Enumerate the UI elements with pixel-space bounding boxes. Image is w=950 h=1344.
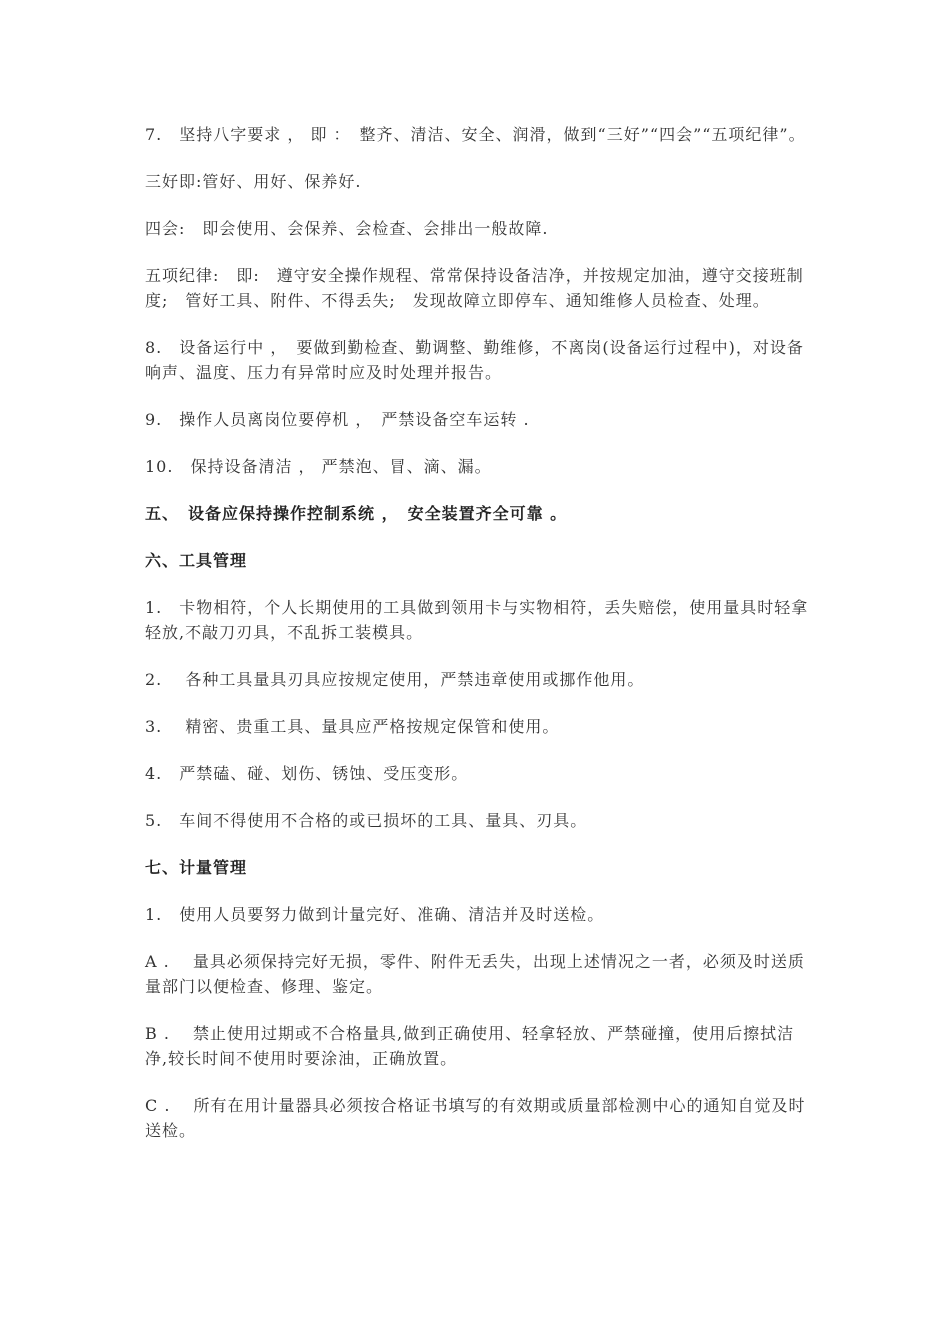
metrology-item-a: A . 量具必须保持完好无损，零件、附件无丢失，出现上述情况之一者，必须及时送质量部门以便检查、修理、鉴定。	[145, 952, 805, 996]
tool-item-2: 2. 各种工具量具刃具应按规定使用，严禁违章使用或挪作他用。	[145, 670, 645, 689]
paragraph-item-8: 8. 设备运行中 ， 要做到勤检查、勤调整、勤维修，不离岗(设备运行过程中)，对设备响声、温度、压力有异常时应及时处理并报告。	[145, 338, 804, 382]
tool-item-4: 4. 严禁磕、碰、划伤、锈蚀、受压变形。	[145, 764, 469, 783]
paragraph-five-disciplines: 五项纪律: 即: 遵守安全操作规程、常常保持设备洁净，并按规定加油，遵守交接班制度; 管好工具、附件、不得丢失; 发现故障立即停车、通知维修人员检查、处理。	[145, 266, 804, 310]
paragraph-item-7: 7. 坚持八字要求 ， 即 ： 整齐、清洁、安全、润滑，做到“三好”“四会”“五项纪律”。	[145, 125, 806, 144]
metrology-item-1: 1. 使用人员要努力做到计量完好、准确、清洁并及时送检。	[145, 905, 605, 924]
paragraph-item-9: 9. 操作人员离岗位要停机 ， 严禁设备空车运转 .	[145, 410, 530, 429]
section-heading-7: 七、计量管理	[145, 858, 248, 877]
tool-item-5: 5. 车间不得使用不合格的或已损坏的工具、量具、刃具。	[145, 811, 588, 830]
section-heading-5: 五、 设备应保持操作控制系统 ， 安全装置齐全可靠 。	[145, 504, 568, 523]
metrology-item-c: C . 所有在用计量器具必须按合格证书填写的有效期或质量部检测中心的通知自觉及时送检。	[145, 1096, 806, 1140]
paragraph-three-goods: 三好即:管好、用好、保养好.	[145, 172, 362, 191]
tool-item-1: 1. 卡物相符，个人长期使用的工具做到领用卡与实物相符，丢失赔偿，使用量具时轻拿轻放,不敲刀刃具，不乱拆工装模具。	[145, 598, 809, 642]
paragraph-four-skills: 四会: 即会使用、会保养、会检查、会排出一般故障.	[145, 219, 549, 238]
tool-item-3: 3. 精密、贵重工具、量具应严格按规定保管和使用。	[145, 717, 560, 736]
metrology-item-b: B . 禁止使用过期或不合格量具,做到正确使用、轻拿轻放、严禁碰撞，使用后擦拭洁净,较长时间不使用时要涂油，正确放置。	[145, 1024, 795, 1068]
section-heading-6: 六、工具管理	[145, 551, 248, 570]
document-body	[145, 122, 810, 1165]
paragraph-item-10: 10. 保持设备清洁 ， 严禁泡、冒、滴、漏。	[145, 457, 492, 476]
